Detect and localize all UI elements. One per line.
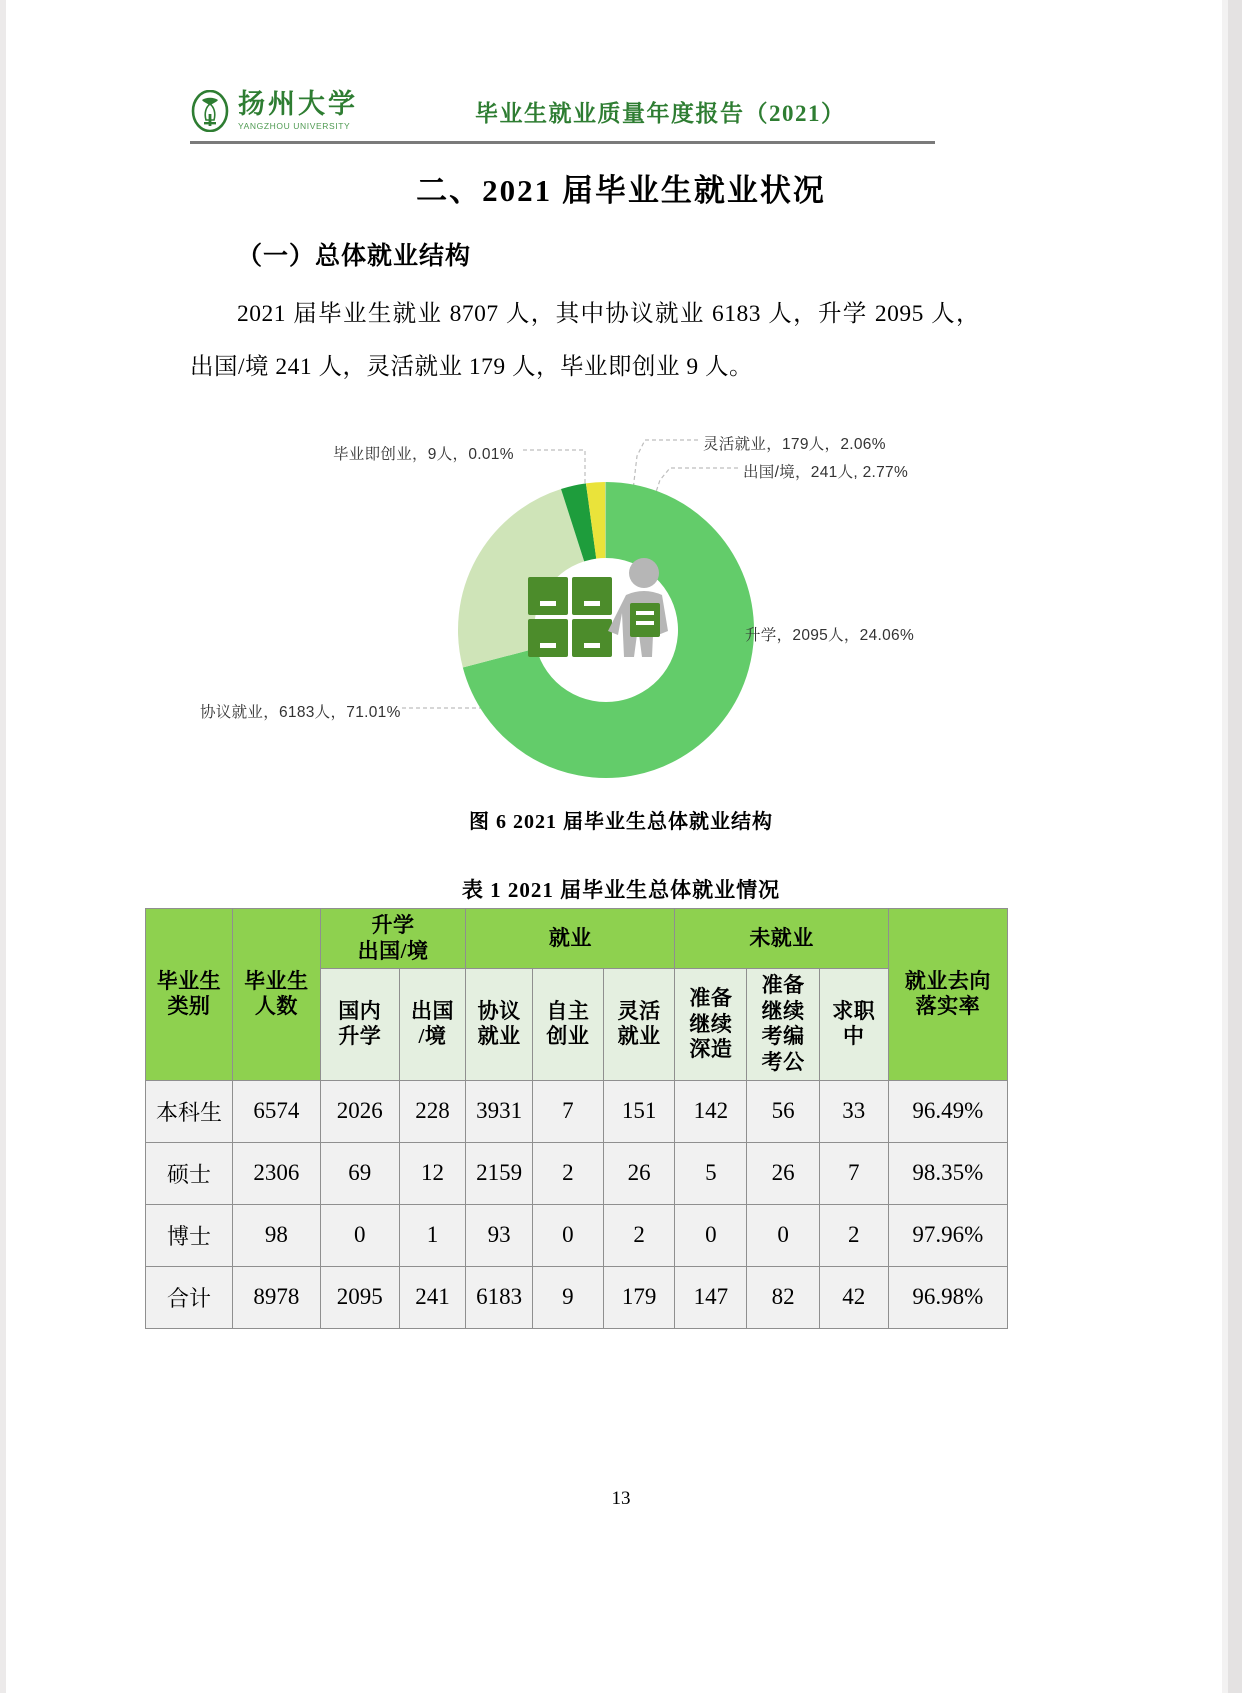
university-name-en: YANGZHOU UNIVERSITY <box>238 121 351 132</box>
cell-exam: 56 <box>747 1080 820 1142</box>
university-logo <box>190 90 420 132</box>
cell-self: 2 <box>532 1142 603 1204</box>
cell-domestic: 2095 <box>320 1266 399 1328</box>
cell-agreement: 2159 <box>466 1142 533 1204</box>
th-preparing-further-study: 准备 继续 深造 <box>675 969 747 1080</box>
th-flexible-employment: 灵活 就业 <box>603 969 675 1080</box>
chart-label-flexible-employment: 灵活就业，179人，2.06% <box>703 436 886 453</box>
page-edge-right <box>1228 0 1242 1693</box>
cell-study: 0 <box>675 1204 747 1266</box>
chart-label-entrepreneurship: 毕业即创业，9人，0.01% <box>333 446 514 463</box>
cell-abroad: 1 <box>399 1204 466 1266</box>
section-heading: 二、2021 届毕业生就业状况 <box>416 173 826 208</box>
th-overseas-study: 出国 /境 <box>399 969 466 1080</box>
cell-flexible: 2 <box>603 1204 675 1266</box>
th-self-employment: 自主 创业 <box>532 969 603 1080</box>
chart-label-overseas: 出国/境，241人, 2.77% <box>743 464 909 481</box>
cell-study: 142 <box>675 1080 747 1142</box>
cell-abroad: 228 <box>399 1080 466 1142</box>
cell-self: 7 <box>532 1080 603 1142</box>
cell-rate: 98.35% <box>888 1142 1007 1204</box>
cell-rate: 96.49% <box>888 1080 1007 1142</box>
table-row <box>146 1266 1008 1328</box>
cell-agreement: 93 <box>466 1204 533 1266</box>
warehouse-worker-pictogram-icon <box>526 555 688 705</box>
cell-count: 2306 <box>232 1142 320 1204</box>
cell-count: 8978 <box>232 1266 320 1328</box>
cell-abroad: 12 <box>399 1142 466 1204</box>
donut-graphic <box>446 470 766 790</box>
cell-rate: 97.96% <box>888 1204 1007 1266</box>
report-title: 毕业生就业质量年度报告（2021） <box>475 100 846 126</box>
th-graduate-count: 毕业生 人数 <box>232 909 320 1081</box>
cell-abroad: 241 <box>399 1266 466 1328</box>
table-row <box>146 1204 1008 1266</box>
cell-exam: 26 <box>747 1142 820 1204</box>
university-emblem-icon <box>190 90 230 132</box>
th-graduate-category: 毕业生 类别 <box>146 909 233 1081</box>
cell-domestic: 0 <box>320 1204 399 1266</box>
table-row <box>146 1142 1008 1204</box>
cell-self: 9 <box>532 1266 603 1328</box>
cell-category: 本科生 <box>146 1080 233 1142</box>
cell-jobseek: 42 <box>819 1266 888 1328</box>
cell-jobseek: 7 <box>819 1142 888 1204</box>
donut-chart <box>190 410 1050 800</box>
th-domestic-study: 国内 升学 <box>320 969 399 1080</box>
page-number: 13 <box>611 1488 631 1509</box>
cell-study: 147 <box>675 1266 747 1328</box>
university-name-cn: 扬州大学 <box>238 89 358 120</box>
cell-flexible: 179 <box>603 1266 675 1328</box>
header-divider <box>190 141 935 144</box>
th-group-further-study: 升学 出国/境 <box>320 909 466 969</box>
cell-agreement: 3931 <box>466 1080 533 1142</box>
th-contract-employment: 协议 就业 <box>466 969 533 1080</box>
th-job-seeking: 求职 中 <box>819 969 888 1080</box>
cell-exam: 0 <box>747 1204 820 1266</box>
cell-agreement: 6183 <box>466 1266 533 1328</box>
th-group-employed: 就业 <box>466 909 675 969</box>
th-placement-rate: 就业去向 落实率 <box>888 909 1007 1081</box>
subsection-heading: （一）总体就业结构 <box>237 243 472 270</box>
figure-caption: 图 6 2021 届毕业生总体就业结构 <box>469 811 773 833</box>
th-preparing-civil-exam: 准备 继续 考编 考公 <box>747 969 820 1080</box>
university-logo-text <box>238 91 358 131</box>
table-header-row-top <box>146 909 1008 969</box>
cell-rate: 96.98% <box>888 1266 1007 1328</box>
cell-jobseek: 2 <box>819 1204 888 1266</box>
cell-flexible: 151 <box>603 1080 675 1142</box>
cell-category: 硕士 <box>146 1142 233 1204</box>
cell-category: 博士 <box>146 1204 233 1266</box>
cell-jobseek: 33 <box>819 1080 888 1142</box>
table-caption: 表 1 2021 届毕业生总体就业情况 <box>461 878 781 902</box>
table-row <box>146 1080 1008 1142</box>
cell-exam: 82 <box>747 1266 820 1328</box>
chart-label-contract-employment: 协议就业，6183人，71.01% <box>200 704 401 721</box>
chart-label-further-study: 升学，2095人，24.06% <box>745 627 915 644</box>
cell-self: 0 <box>532 1204 603 1266</box>
th-group-unemployed: 未就业 <box>675 909 888 969</box>
cell-category: 合计 <box>146 1266 233 1328</box>
body-paragraph: 2021 届毕业生就业 8707 人，其中协议就业 6183 人，升学 2095 人，出国/境 241 人，灵活就业 179 人，毕业即创业 9 人。 <box>190 301 980 380</box>
cell-study: 5 <box>675 1142 747 1204</box>
page-edge-left <box>0 0 6 1693</box>
document-header <box>190 82 950 140</box>
cell-flexible: 26 <box>603 1142 675 1204</box>
employment-table <box>145 908 1008 1329</box>
cell-domestic: 69 <box>320 1142 399 1204</box>
cell-count: 6574 <box>232 1080 320 1142</box>
cell-domestic: 2026 <box>320 1080 399 1142</box>
cell-count: 98 <box>232 1204 320 1266</box>
